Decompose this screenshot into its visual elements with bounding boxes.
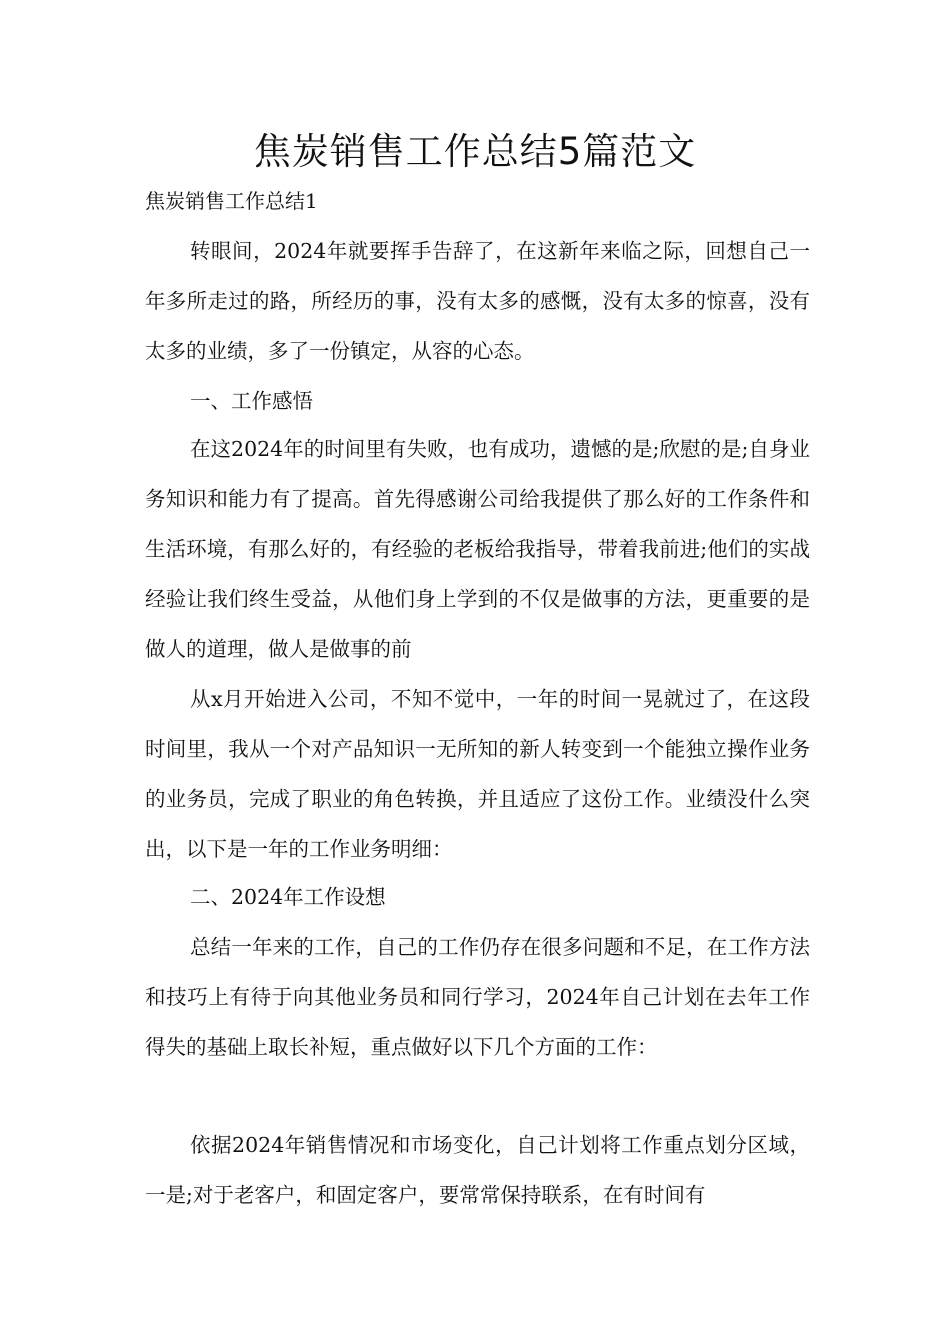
section-title: 焦炭销售工作总结1 <box>145 189 318 213</box>
heading-work-insights: 一、工作感悟 <box>190 389 313 413</box>
paragraph-plan: 依据2024年销售情况和市场变化，自己计划将工作重点划分区域，一是;对于老客户，和固定客户，要常常保持联系，在有时间有 <box>145 1133 810 1207</box>
heading-work-plan: 二、2024年工作设想 <box>190 885 386 909</box>
document-title: 焦炭销售工作总结5篇范文 <box>253 130 697 173</box>
paragraph-joining: 从x月开始进入公司，不知不觉中，一年的时间一晃就过了，在这段时间里，我从一个对产品知识一无所知的新人转变到一个能独立操作业务的业务员，完成了职业的角色转换，并且适应了这份工作。业绩没什么突出，以下是一年的工作业务明细： <box>145 687 810 861</box>
paragraph-insights: 在这2024年的时间里有失败，也有成功，遗憾的是;欣慰的是;自身业务知识和能力有了提高。首先得感谢公司给我提供了那么好的工作条件和生活环境，有那么好的，有经验的老板给我指导，带着我前进;他们的实战经验让我们终生受益，从他们身上学到的不仅是做事的方法，更重要的是做人的道理，做人是做事的前 <box>145 437 810 661</box>
paragraph-summary: 总结一年来的工作，自己的工作仍存在很多问题和不足，在工作方法和技巧上有待于向其他业务员和同行学习，2024年自己计划在去年工作得失的基础上取长补短，重点做好以下几个方面的工作： <box>145 935 810 1059</box>
paragraph-intro: 转眼间，2024年就要挥手告辞了，在这新年来临之际，回想自己一年多所走过的路，所经历的事，没有太多的感慨，没有太多的惊喜，没有太多的业绩，多了一份镇定，从容的心态。 <box>145 239 810 363</box>
